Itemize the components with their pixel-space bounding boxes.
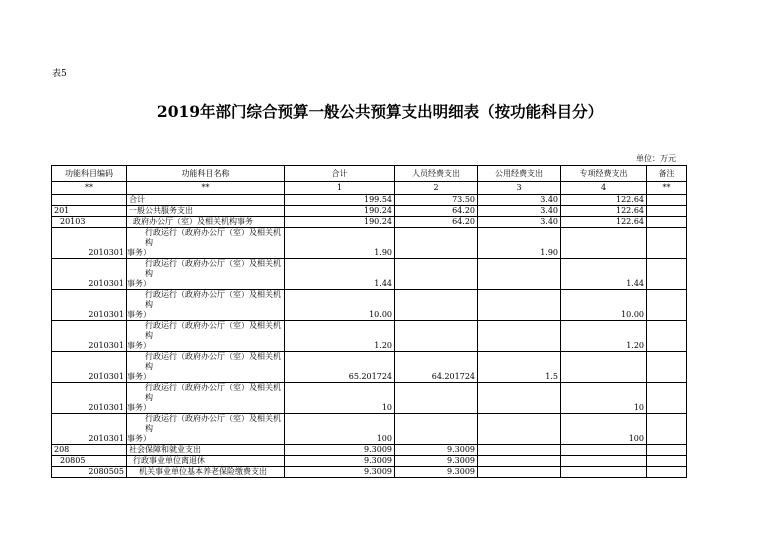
name-cell (127, 414, 285, 445)
table-row (52, 228, 687, 259)
name-line-1: 行政运行（政府办公厅（室）及相关机构 (145, 321, 281, 340)
public-cell: 3.40 (478, 195, 561, 206)
name-cell (127, 228, 285, 259)
remark-cell (647, 456, 687, 467)
table-row (52, 445, 687, 456)
special-cell: 100 (561, 414, 647, 445)
remark-cell (647, 290, 687, 321)
code-cell: 208 (52, 445, 127, 456)
public-cell (478, 321, 561, 352)
total-cell: 9.3009 (285, 467, 395, 478)
name-cell (127, 259, 285, 290)
code-cell: 2010301 (52, 321, 127, 352)
remark-cell (647, 195, 687, 206)
personnel-cell: 73.50 (395, 195, 478, 206)
code-cell: 201 (52, 206, 127, 217)
table-row (52, 467, 687, 478)
name-line-1: 行政运行（政府办公厅（室）及相关机构 (145, 290, 281, 309)
total-cell: 65.201724 (285, 352, 395, 383)
name-cell: 行政事业单位离退休 (127, 456, 285, 467)
special-cell: 1.44 (561, 259, 647, 290)
total-cell: 10 (285, 383, 395, 414)
public-cell (478, 445, 561, 456)
index-cell: ** (52, 182, 127, 195)
personnel-cell: 64.20 (395, 206, 478, 217)
personnel-cell: 64.201724 (395, 352, 478, 383)
public-cell (478, 414, 561, 445)
table-number-label: 表5 (52, 69, 67, 79)
code-cell: 2010301 (52, 414, 127, 445)
special-cell (561, 456, 647, 467)
name-cell (127, 352, 285, 383)
remark-cell (647, 206, 687, 217)
index-cell: ** (127, 182, 285, 195)
special-cell: 122.64 (561, 206, 647, 217)
index-cell: 1 (285, 182, 395, 195)
public-cell: 3.40 (478, 206, 561, 217)
total-cell: 100 (285, 414, 395, 445)
table-row (52, 259, 687, 290)
public-cell (478, 259, 561, 290)
personnel-cell (395, 321, 478, 352)
total-cell: 190.24 (285, 206, 395, 217)
personnel-cell: 9.3009 (395, 467, 478, 478)
personnel-cell: 9.3009 (395, 445, 478, 456)
total-cell: 9.3009 (285, 445, 395, 456)
special-cell: 10 (561, 383, 647, 414)
special-cell (561, 228, 647, 259)
index-cell: 4 (561, 182, 647, 195)
name-line-2: 事务） (127, 248, 151, 257)
code-cell: 20805 (52, 456, 127, 467)
remark-cell (647, 383, 687, 414)
name-line-1: 行政运行（政府办公厅（室）及相关机构 (145, 383, 281, 402)
personnel-cell (395, 414, 478, 445)
public-cell (478, 456, 561, 467)
name-line-2: 事务） (127, 403, 151, 412)
name-line-2: 事务） (127, 279, 151, 288)
total-cell: 1.90 (285, 228, 395, 259)
total-cell: 199.54 (285, 195, 395, 206)
total-cell: 190.24 (285, 217, 395, 228)
total-cell: 1.44 (285, 259, 395, 290)
name-line-1: 行政运行（政府办公厅（室）及相关机构 (145, 259, 281, 278)
remark-cell (647, 352, 687, 383)
public-cell: 1.5 (478, 352, 561, 383)
name-cell: 社会保障和就业支出 (127, 445, 285, 456)
special-cell (561, 352, 647, 383)
public-cell (478, 383, 561, 414)
unit-label: 单位：万元 (636, 154, 676, 163)
table-row (52, 206, 687, 217)
index-cell: ** (647, 182, 687, 195)
budget-table (51, 165, 687, 478)
name-line-2: 事务） (127, 341, 151, 350)
public-cell: 1.90 (478, 228, 561, 259)
index-cell: 2 (395, 182, 478, 195)
personnel-cell (395, 228, 478, 259)
personnel-cell: 64.20 (395, 217, 478, 228)
name-line-2: 事务） (127, 372, 151, 381)
code-cell (52, 195, 127, 206)
public-cell (478, 467, 561, 478)
header-code: 功能科目编码 (52, 166, 127, 182)
name-cell (127, 383, 285, 414)
name-cell (127, 290, 285, 321)
remark-cell (647, 321, 687, 352)
personnel-cell: 9.3009 (395, 456, 478, 467)
name-line-1: 行政运行（政府办公厅（室）及相关机构 (145, 228, 281, 247)
name-cell: 机关事业单位基本养老保险缴费支出 (127, 467, 285, 478)
page-title: 2019年部门综合预算一般公共预算支出明细表（按功能科目分） (156, 102, 604, 121)
remark-cell (647, 414, 687, 445)
public-cell (478, 290, 561, 321)
remark-cell (647, 228, 687, 259)
special-cell: 1.20 (561, 321, 647, 352)
code-cell: 20103 (52, 217, 127, 228)
remark-cell (647, 217, 687, 228)
code-cell: 2010301 (52, 259, 127, 290)
header-total: 合计 (285, 166, 395, 182)
table-row (52, 195, 687, 206)
code-cell: 2010301 (52, 290, 127, 321)
name-cell: 政府办公厅（室）及相关机构事务 (127, 217, 285, 228)
table-row (52, 352, 687, 383)
code-cell: 2010301 (52, 383, 127, 414)
header-public: 公用经费支出 (478, 166, 561, 182)
index-row (52, 182, 687, 195)
header-special: 专项经费支出 (561, 166, 647, 182)
remark-cell (647, 445, 687, 456)
code-cell: 2080505 (52, 467, 127, 478)
special-cell (561, 445, 647, 456)
personnel-cell (395, 259, 478, 290)
header-remark: 备注 (647, 166, 687, 182)
special-cell: 122.64 (561, 195, 647, 206)
total-cell: 10.00 (285, 290, 395, 321)
public-cell: 3.40 (478, 217, 561, 228)
table-row (52, 321, 687, 352)
code-cell: 2010301 (52, 228, 127, 259)
name-cell: 合计 (127, 195, 285, 206)
header-name: 功能科目名称 (127, 166, 285, 182)
table-row (52, 383, 687, 414)
name-line-1: 行政运行（政府办公厅（室）及相关机构 (145, 352, 281, 371)
personnel-cell (395, 383, 478, 414)
table-header-row (52, 166, 687, 182)
header-personnel: 人员经费支出 (395, 166, 478, 182)
name-cell (127, 321, 285, 352)
code-cell: 2010301 (52, 352, 127, 383)
special-cell: 122.64 (561, 217, 647, 228)
total-cell: 1.20 (285, 321, 395, 352)
name-line-2: 事务） (127, 434, 151, 443)
special-cell (561, 467, 647, 478)
special-cell: 10.00 (561, 290, 647, 321)
remark-cell (647, 467, 687, 478)
remark-cell (647, 259, 687, 290)
name-cell: 一般公共服务支出 (127, 206, 285, 217)
table-row (52, 290, 687, 321)
total-cell: 9.3009 (285, 456, 395, 467)
table-row (52, 217, 687, 228)
index-cell: 3 (478, 182, 561, 195)
name-line-2: 事务） (127, 310, 151, 319)
name-line-1: 行政运行（政府办公厅（室）及相关机构 (145, 414, 281, 433)
personnel-cell (395, 290, 478, 321)
table-row (52, 414, 687, 445)
table-row (52, 456, 687, 467)
